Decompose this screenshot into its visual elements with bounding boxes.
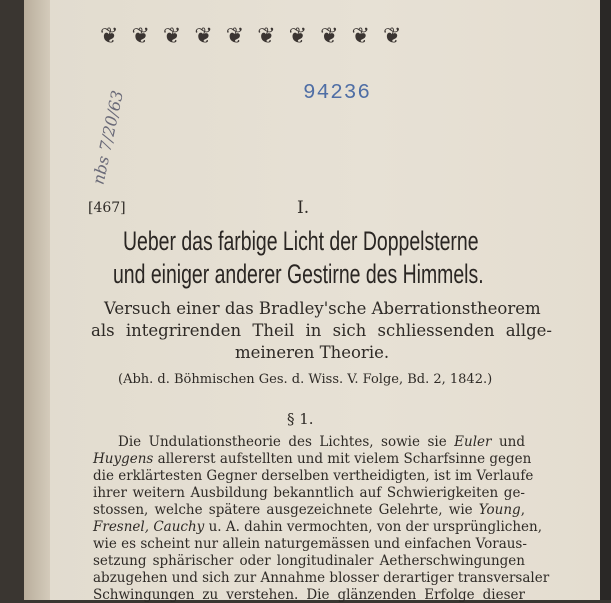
ornament-icon: ❦ xyxy=(320,24,339,49)
body-line: die erklärtesten Gegner derselben vertheidigten, ist im Verlaufe xyxy=(93,468,534,484)
subtitle-line-1: Versuch einer das Bradley'sche Aberrationstheorem xyxy=(104,299,541,318)
citation: (Abh. d. Böhmischen Ges. d. Wiss. V. Folge, Bd. 2, 1842.) xyxy=(118,372,493,387)
page-reference: [467] xyxy=(88,200,126,216)
ornament-icon: ❦ xyxy=(131,24,150,49)
library-stamp-number: 94236 xyxy=(303,82,372,105)
ornament-icon: ❦ xyxy=(225,24,245,49)
ornament-icon: ❦ xyxy=(288,24,308,49)
handwritten-note: nbs 7/20/63 xyxy=(88,88,127,187)
ornament-icon: ❦ xyxy=(194,24,213,49)
background-edge xyxy=(600,0,611,600)
ornament-icon: ❦ xyxy=(162,24,182,49)
body-line: wie es scheint nur allein naturgemässen und einfachen Voraus- xyxy=(93,536,527,552)
section-heading: § 1. xyxy=(287,410,314,428)
page-gutter xyxy=(24,0,50,600)
subtitle-line-2: als integrirenden Theil in sich schliessenden allge- xyxy=(91,321,553,340)
body-line: stossen, welche spätere ausgezeichnete Gelehrte, wie Young, xyxy=(93,502,525,518)
body-line: Schwingungen zu verstehen. Die glänzenden Erfolge dieser xyxy=(93,587,525,603)
title-line-2: und einiger anderer Gestirne des Himmels. xyxy=(113,259,484,289)
title-line-1: Ueber das farbige Licht der Doppelsterne xyxy=(123,226,479,256)
ornament-icon: ❦ xyxy=(257,24,276,49)
body-line: ihrer weitern Ausbildung bekanntlich auf Schwierigkeiten ge- xyxy=(93,485,525,501)
body-line: setzung sphärischer oder longitudinaler Aetherschwingungen xyxy=(93,553,525,569)
ornament-row xyxy=(100,26,401,48)
chapter-numeral: I. xyxy=(297,198,310,218)
body-line: Huygens allererst aufstellten und mit vielem Scharfsinne gegen xyxy=(93,451,532,467)
body-line: Die Undulationstheorie des Lichtes, sowie sie Euler und xyxy=(118,434,525,450)
body-line: abzugehen und sich zur Annahme blosser derartiger transversaler xyxy=(93,570,550,586)
subtitle-line-3: meineren Theorie. xyxy=(235,343,390,362)
ornament-icon: ❦ xyxy=(351,24,370,49)
body-line: Fresnel, Cauchy u. A. dahin vermochten, von der ursprünglichen, xyxy=(93,519,542,535)
ornament-icon: ❦ xyxy=(382,24,402,49)
ornament-icon: ❦ xyxy=(100,24,119,49)
